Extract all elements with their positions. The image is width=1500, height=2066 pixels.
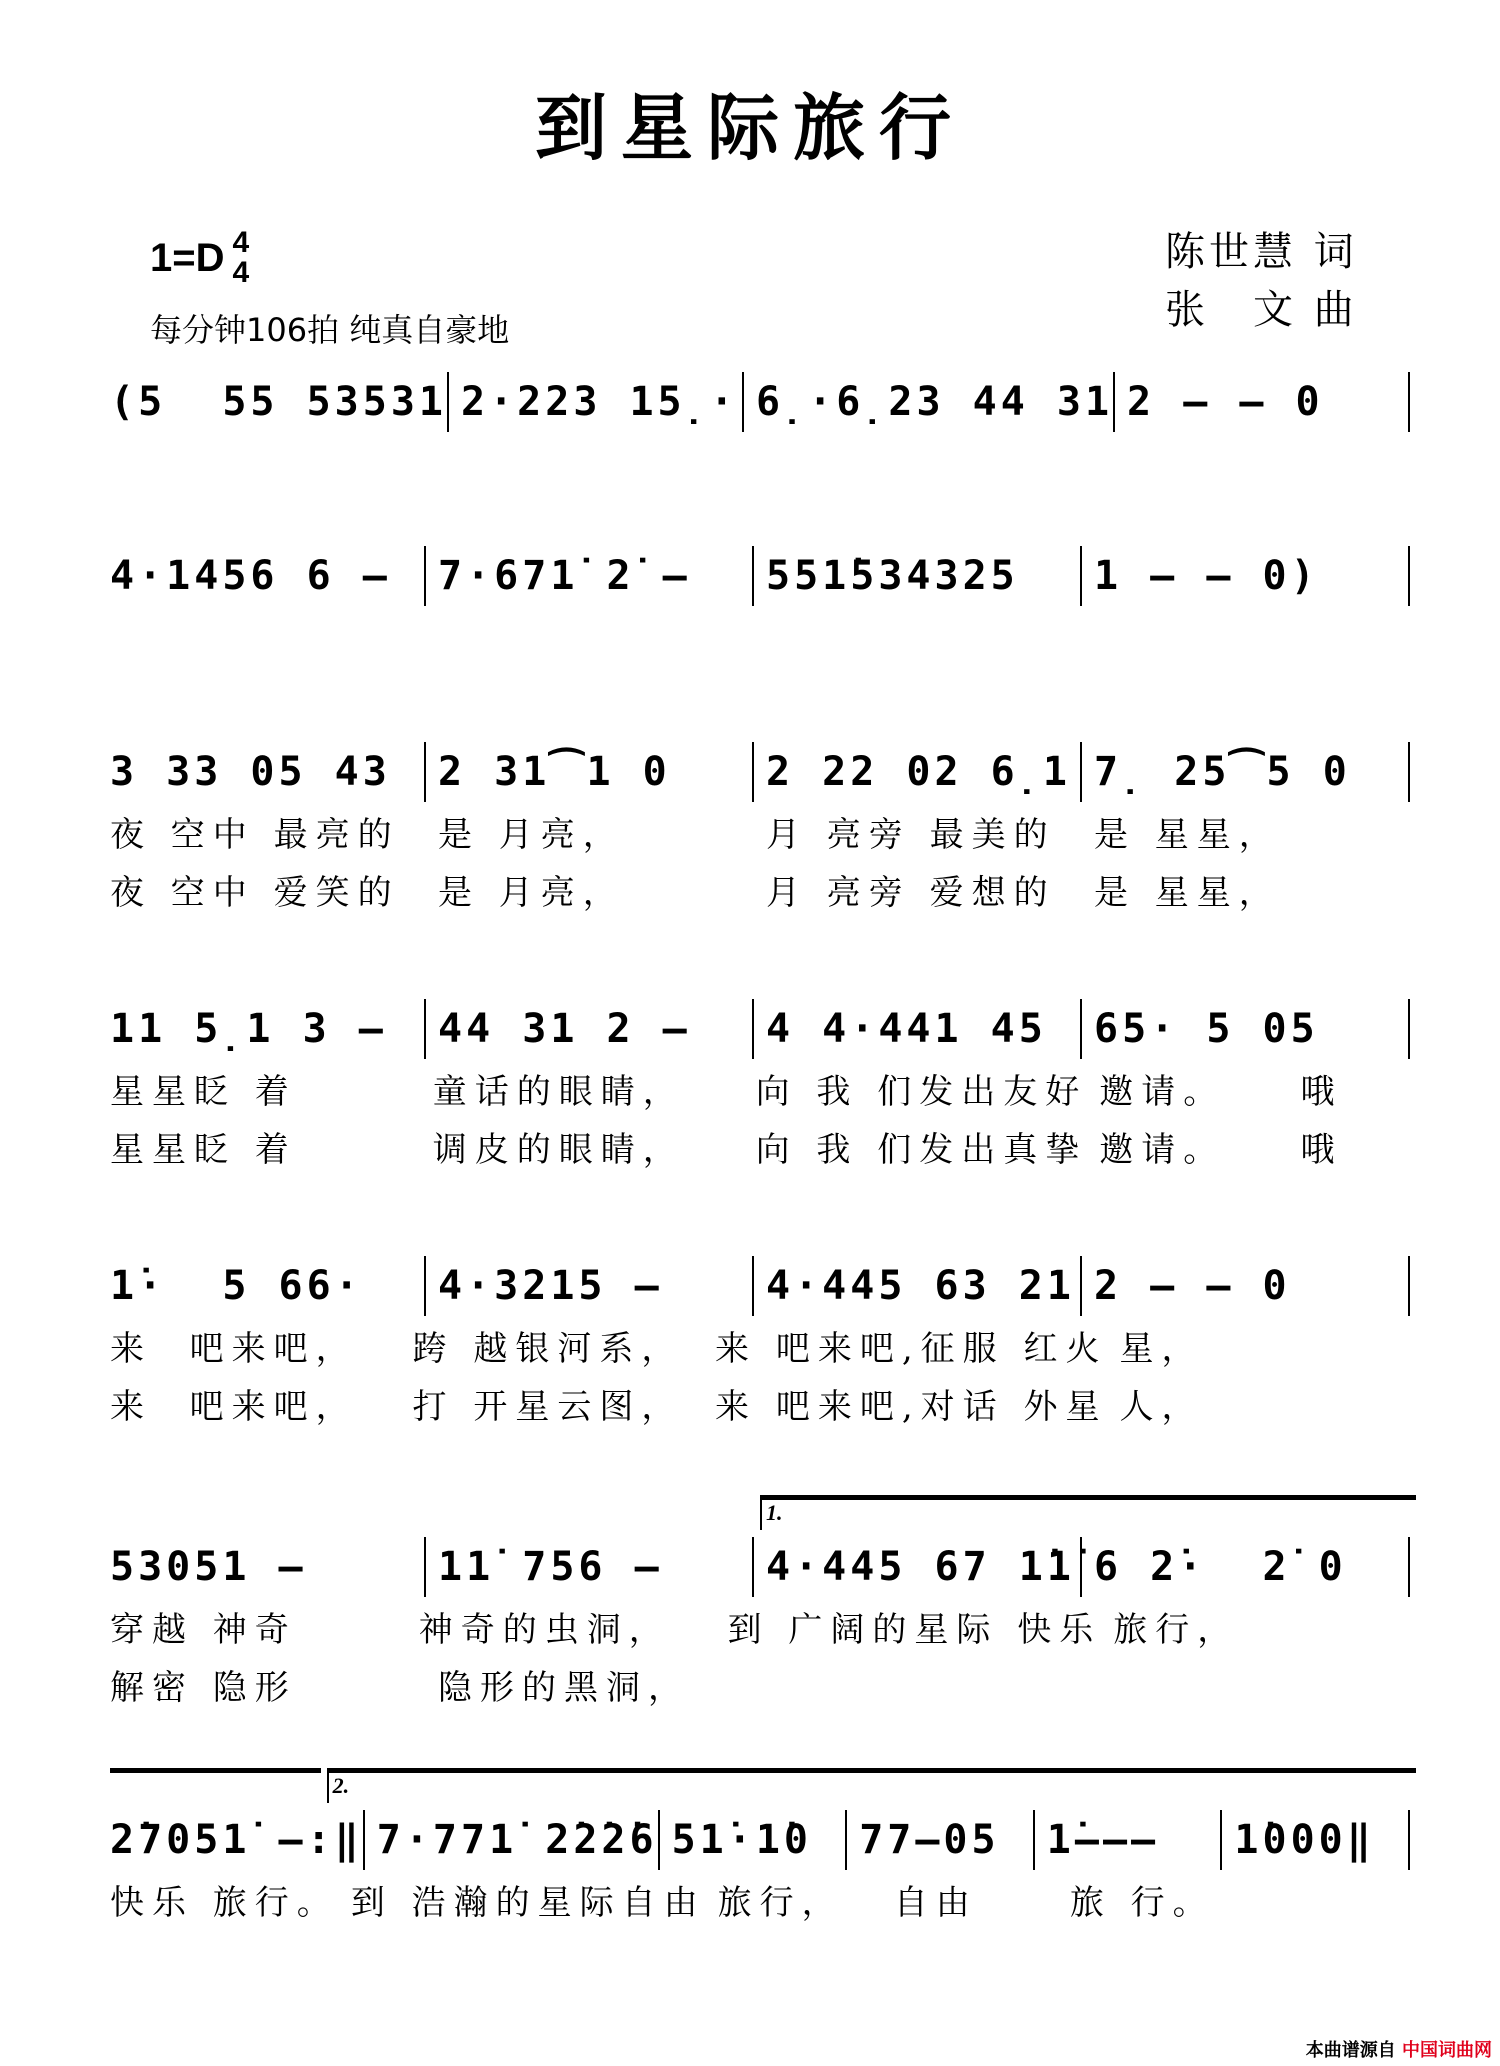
notation-line (110, 372, 1410, 432)
measure: 7·671̇ 2̇ – (426, 546, 754, 606)
notation-line (110, 546, 1410, 606)
time-top: 4 (232, 226, 250, 259)
time-bottom: 4 (232, 256, 250, 289)
notation-line (110, 999, 1410, 1059)
lyric-line (110, 1870, 1410, 1928)
measure: 6̣·6̣23 44 31 (744, 372, 1115, 432)
measure: 11 5̣1 3 – (110, 999, 426, 1059)
lyric-segment: 来 吧来吧， (110, 1386, 358, 1427)
measure: 4 4·441 45 (754, 999, 1082, 1059)
lyric-line (110, 1597, 1410, 1655)
measure: 4·445 67 1̇1̇ (754, 1537, 1082, 1597)
measure: 65· 5 05 (1082, 999, 1410, 1059)
key-label: 1=D (150, 235, 225, 280)
measure: 2̇7051̇ –:‖ (110, 1810, 365, 1870)
lyric-segment: 跨 越银河系， (412, 1328, 684, 1369)
tempo-marking: 每分钟106拍 纯真自豪地 (150, 311, 510, 349)
lyric-line (110, 1374, 1410, 1432)
lyric-segment: 来 吧来吧,对话 外星 (715, 1386, 1108, 1427)
measure: 2 – – 0 (1082, 1256, 1410, 1316)
score-row (110, 742, 1410, 918)
lyric-line (110, 802, 1410, 860)
score-row (110, 1500, 1410, 1713)
measure: 77–05 (847, 1810, 1035, 1870)
lyric-segment: 星星眨 着 (110, 1071, 297, 1112)
measure: (5 55 53531 (110, 372, 449, 432)
measure: 4·1456 6 – (110, 546, 426, 606)
lyric-line (110, 1117, 1410, 1175)
lyricist-credit: 陈世慧 词 (1165, 229, 1358, 275)
lyric-segment: 童话的眼睛， (432, 1071, 685, 1112)
lyric-segment: 快乐 旅行。 (110, 1882, 339, 1923)
lyric-segment: 向 我 们发出友好 (755, 1071, 1088, 1112)
lyric-segment: 夜 空中 爱笑的 (110, 872, 400, 913)
score-row (110, 1256, 1410, 1432)
lyric-segment: 邀请。 哦 (1099, 1129, 1343, 1170)
score-row (110, 999, 1410, 1175)
lyric-segment: 星， (1119, 1328, 1204, 1369)
measure: 551̇534325 (754, 546, 1082, 606)
measure: 2·223 15̣· (449, 372, 744, 432)
volta-end-line (110, 1768, 321, 1773)
measure: 7·771̇ 2̇2̇2̇6 (365, 1810, 660, 1870)
lyric-segment: 夜 空中 最亮的 (110, 814, 400, 855)
lyric-segment: 是 星星， (1094, 814, 1281, 855)
lyric-segment: 旅 行。 (1069, 1882, 1215, 1923)
lyric-segment: 旅行， (1113, 1609, 1240, 1650)
lyric-segment: 是 月亮， (438, 872, 625, 913)
measure: 6 2̇· 2̇ 0 (1082, 1537, 1410, 1597)
score-row (110, 546, 1410, 606)
lyric-segment: 到 广阔的星际 快乐 (727, 1609, 1102, 1650)
lyric-segment: 是 星星， (1094, 872, 1281, 913)
lyric-segment: 邀请。 哦 (1099, 1071, 1343, 1112)
key-signature (150, 228, 249, 288)
lyric-segment: 隐形的黑洞， (438, 1667, 690, 1708)
measure: 2 22 02 6̣1 (754, 742, 1082, 802)
measure: 1̇· 5 66· (110, 1256, 426, 1316)
measure: 11̇ 756 – (426, 1537, 754, 1597)
measure: 4·3215 – (426, 1256, 754, 1316)
song-title: 到星际旅行 (534, 85, 965, 170)
lyric-segment: 是 月亮， (438, 814, 625, 855)
score-row (110, 372, 1410, 432)
measure: 1̇000‖ (1222, 1810, 1410, 1870)
lyric-segment: 旅行， (717, 1882, 844, 1923)
lyric-segment: 调皮的眼睛， (432, 1129, 685, 1170)
lyric-segment: 月 亮旁 爱想的 (766, 872, 1056, 913)
lyric-segment: 打 开星云图， (412, 1386, 684, 1427)
measure: 1 – – 0) (1082, 546, 1410, 606)
lyric-segment: 向 我 们发出真挚 (755, 1129, 1088, 1170)
lyric-segment: 神奇的虫洞， (418, 1609, 671, 1650)
lyric-segment: 解密 隐形 (110, 1667, 297, 1708)
notation-line (110, 1810, 1410, 1870)
measure: 53051 – (110, 1537, 426, 1597)
measure: 2 31⁀1 0 (426, 742, 754, 802)
lyric-line (110, 1316, 1410, 1374)
lyric-segment: 穿越 神奇 (110, 1609, 297, 1650)
footer (1306, 2036, 1492, 2062)
lyric-segment: 到 浩瀚的星际自由 (350, 1882, 706, 1923)
measure: 1̇––– (1035, 1810, 1223, 1870)
score-row (110, 1773, 1410, 1928)
measure: 44 31 2 – (426, 999, 754, 1059)
lyric-segment: 月 亮旁 最美的 (766, 814, 1056, 855)
measure: 2 – – 0 (1115, 372, 1410, 432)
footer-site: 中国词曲网 (1402, 2040, 1492, 2061)
footer-source: 本曲谱源自 (1305, 2040, 1396, 2061)
lyric-segment: 自由 (893, 1882, 978, 1923)
measure: 51̇·1̇0 (660, 1810, 848, 1870)
measure: 7̣ 25⁀5 0 (1082, 742, 1410, 802)
lyric-segment: 人， (1119, 1386, 1204, 1427)
lyric-line (110, 860, 1410, 918)
notation-line (110, 1537, 1410, 1597)
lyric-segment: 星星眨 着 (110, 1129, 297, 1170)
lyric-line (110, 1059, 1410, 1117)
notation-line (110, 1256, 1410, 1316)
composer-credit: 张 文 曲 (1165, 287, 1358, 333)
measure: 4·445 63 21 (754, 1256, 1082, 1316)
lyric-line (110, 1655, 1410, 1713)
time-signature (233, 228, 250, 288)
lyric-segment: 来 吧来吧， (110, 1328, 358, 1369)
volta-bracket: 2. (327, 1768, 1416, 1803)
measure: 3 33 05 43 (110, 742, 426, 802)
notation-line (110, 742, 1410, 802)
lyric-segment: 来 吧来吧,征服 红火 (715, 1328, 1108, 1369)
volta-bracket: 1. (760, 1495, 1416, 1530)
